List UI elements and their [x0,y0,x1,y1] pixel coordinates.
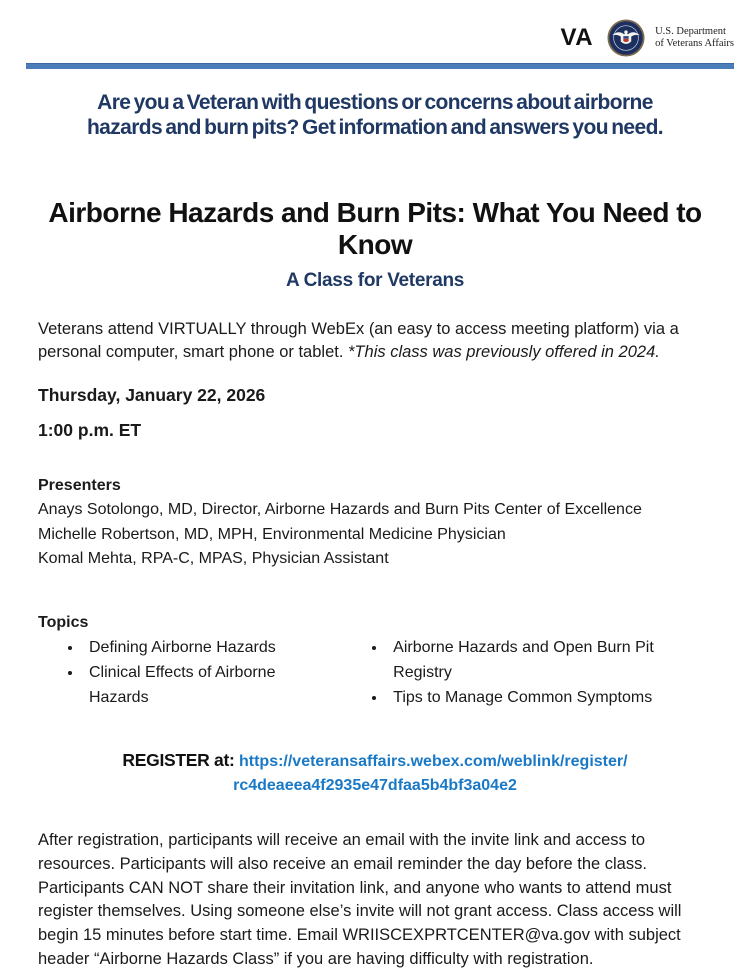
dept-name [655,26,734,51]
topics-heading: Topics [38,614,89,632]
presenter-line: Komal Mehta, RPA-C, MPAS, Physician Assistant [38,550,389,568]
page-title: Airborne Hazards and Burn Pits: What You Need to Know [48,196,702,260]
intro-line2: hazards and burn pits? Get information and answers you need. [86,115,664,139]
topic-item: • Defining Airborne Hazards [83,636,324,661]
description-regular: Veterans attend VIRTUALLY through WebEx (an easy to access meeting platform) via a personal computer, smart phone or tablet. [38,319,679,362]
topic-item: • Airborne Hazards and Open Burn Pit Registry [387,636,712,686]
blue-rule [26,63,734,69]
page-subtitle: A Class for Veterans [285,269,465,291]
dept-name-line2: of Veterans Affairs [655,38,734,49]
intro-text [30,91,720,141]
presenter-line: Anays Sotolongo, MD, Director, Airborne Hazards and Burn Pits Center of Excellence [38,500,642,518]
presenters-heading: Presenters [38,476,121,494]
description-italic-note: *This class was previously offered in 2024. [348,343,660,362]
presenters-section [38,477,712,572]
register-link-line1[interactable]: https://veteransaffairs.webex.com/weblink/register/ [238,752,628,770]
footer-text: After registration, participants will receive an email with the invite link and access to resources. Participants will also receive an email reminder the day before the class. Participants CAN NOT share their invitation link, and anyone who wants to attend must register themselves. Using someone else’s invite will not grant access. Class access will begin 15 minutes before start time. Email WRIISCEXPRTCENTER@va.gov with subject header “Airborne Hazards Class” if you are having difficulty with registration. [38,831,682,968]
event-date: Thursday, January 22, 2026 [38,384,266,405]
topic-item: • Tips to Manage Common Symptoms [387,686,712,711]
topics-column-left [83,636,324,710]
topic-item: • Clinical Effects of Airborne Hazards [83,661,324,711]
va-seal-icon [607,19,645,57]
registration-section [65,747,685,800]
presenter-line: Michelle Robertson, MD, MPH, Environmental Medicine Physician [38,525,506,543]
intro-line1: Are you a Veteran with questions or concerns about airborne [97,91,653,114]
description [38,318,712,365]
register-link-line2[interactable]: rc4deaeea4f2935e47dfaa5b4bf3a04e2 [233,777,517,795]
header [0,0,750,58]
topics-columns [38,636,712,710]
topics-column-right [387,636,712,710]
topics-section [38,614,712,710]
event-time: 1:00 p.m. ET [38,419,142,440]
dept-name-line1: U.S. Department [655,25,726,37]
va-logo-text: VA [560,24,594,51]
register-label: REGISTER at: [122,749,235,770]
